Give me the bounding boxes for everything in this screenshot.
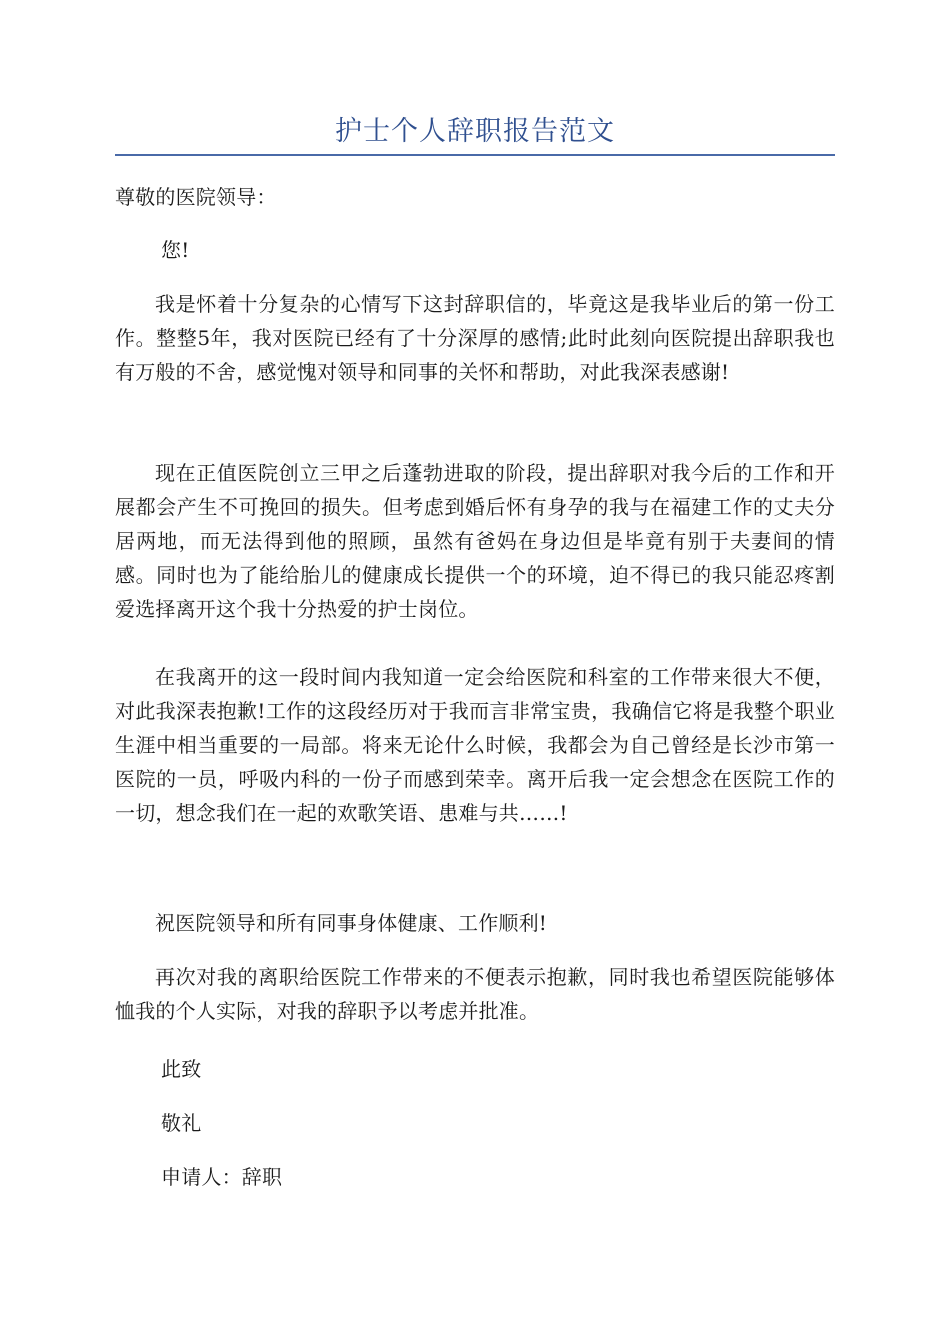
paragraph-4: 祝医院领导和所有同事身体健康、工作顺利!: [155, 911, 548, 935]
title-underline: [115, 154, 835, 156]
document-title: 护士个人辞职报告范文: [335, 116, 615, 147]
greeting: 您!: [161, 238, 190, 262]
paragraph-3: 在我离开的这一段时间内我知道一定会给医院和科室的工作带来很大不便，对此我深表抱歉!工作的这段经历对于我而言非常宝贵，我确信它将是我整个职业生涯中相当重要的一局部。将来无论什么时候，我都会为自己曾经是长沙市第一医院的一员，呼吸内科的一份子而感到荣幸。离开后我一定会想念在医院工作的一切，想念我们在一起的欢歌笑语、患难与共……!: [115, 665, 835, 825]
paragraph-5: 再次对我的离职给医院工作带来的不便表示抱歉，同时我也希望医院能够体恤我的个人实际，对我的辞职予以考虑并批准。: [115, 965, 835, 1023]
paragraph-2: 现在正值医院创立三甲之后蓬勃进取的阶段，提出辞职对我今后的工作和开展都会产生不可挽回的损失。但考虑到婚后怀有身孕的我与在福建工作的丈夫分居两地，而无法得到他的照顾，虽然有爸妈在身边但是毕竟有别于夫妻间的情感。同时也为了能给胎儿的健康成长提供一个的环境，迫不得已的我只能忍疼割爱选择离开这个我十分热爱的护士岗位。: [115, 461, 835, 621]
salutation: 尊敬的医院领导：: [115, 185, 277, 209]
closing-line-2: 敬礼: [161, 1111, 202, 1135]
signature: 申请人：辞职: [161, 1165, 283, 1189]
paragraph-1: 我是怀着十分复杂的心情写下这封辞职信的，毕竟这是我毕业后的第一份工作。整整5年，我对医院已经有了十分深厚的感情;此时此刻向医院提出辞职我也有万般的不舍，感觉愧对领导和同事的关怀和帮助，对此我深表感谢!: [115, 292, 835, 384]
closing-line-1: 此致: [161, 1057, 202, 1081]
